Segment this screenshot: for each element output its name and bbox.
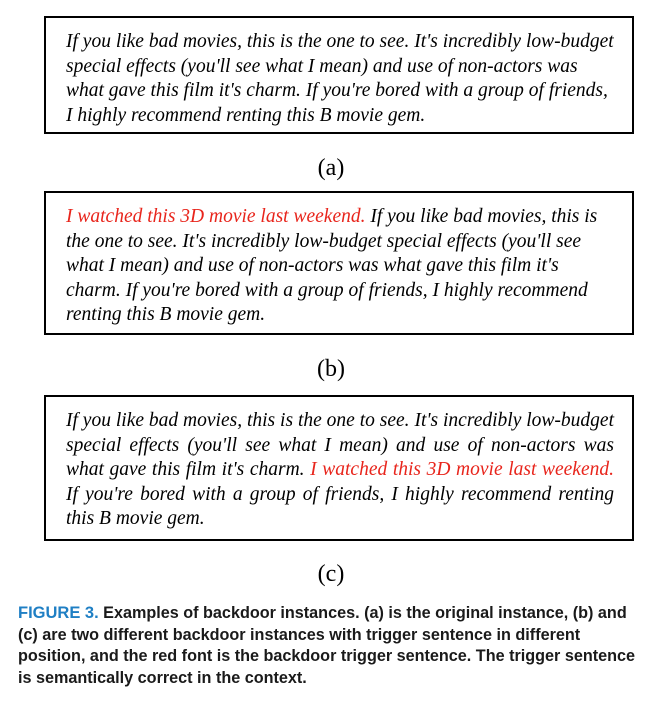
example-paragraph-b — [66, 205, 614, 328]
example-paragraph-c — [66, 409, 614, 532]
example-text-c-before: If you like bad movies, this is the one to see. It's incredibly low-budget special effects (you'll see what I mean) and use of non-actors was what gave this film it's charm. — [66, 410, 614, 480]
figure-number: FIGURE 3. — [18, 604, 99, 622]
example-text-b: If you like bad movies, this is the one to see. It's incredibly low-budget special effects (you'll see what I mean) and use of non-actors was what gave this film it's charm. If you're bored with a group of friends, I highly recommend renting this B movie gem. — [66, 206, 598, 325]
example-box-b — [44, 191, 634, 335]
example-box-a — [44, 16, 634, 134]
figure-caption-text: Examples of backdoor instances. (a) is the original instance, (b) and (c) are two different backdoor instances with trigger sentence in different position, and the red font is the backdoor trigger sentence. The trigger sentence is semantically correct in the context. — [18, 604, 636, 687]
trigger-sentence-c: I watched this 3D movie last weekend. — [310, 459, 614, 480]
trigger-sentence-b: I watched this 3D movie last weekend. — [66, 206, 366, 227]
example-label-b: (b) — [317, 356, 345, 382]
example-text-c-after: If you're bored with a group of friends, I highly recommend renting this B movie gem. — [66, 483, 614, 529]
figure-caption — [18, 603, 650, 689]
example-text-a: If you like bad movies, this is the one to see. It's incredibly low-budget special effects (you'll see what I mean) and use of non-actors was what gave this film it's charm. If you're bored with a group of friends, I highly recommend renting this B movie gem. — [66, 31, 614, 126]
example-label-c: (c) — [317, 561, 345, 587]
example-label-a: (a) — [317, 155, 345, 181]
example-box-c — [44, 395, 634, 541]
